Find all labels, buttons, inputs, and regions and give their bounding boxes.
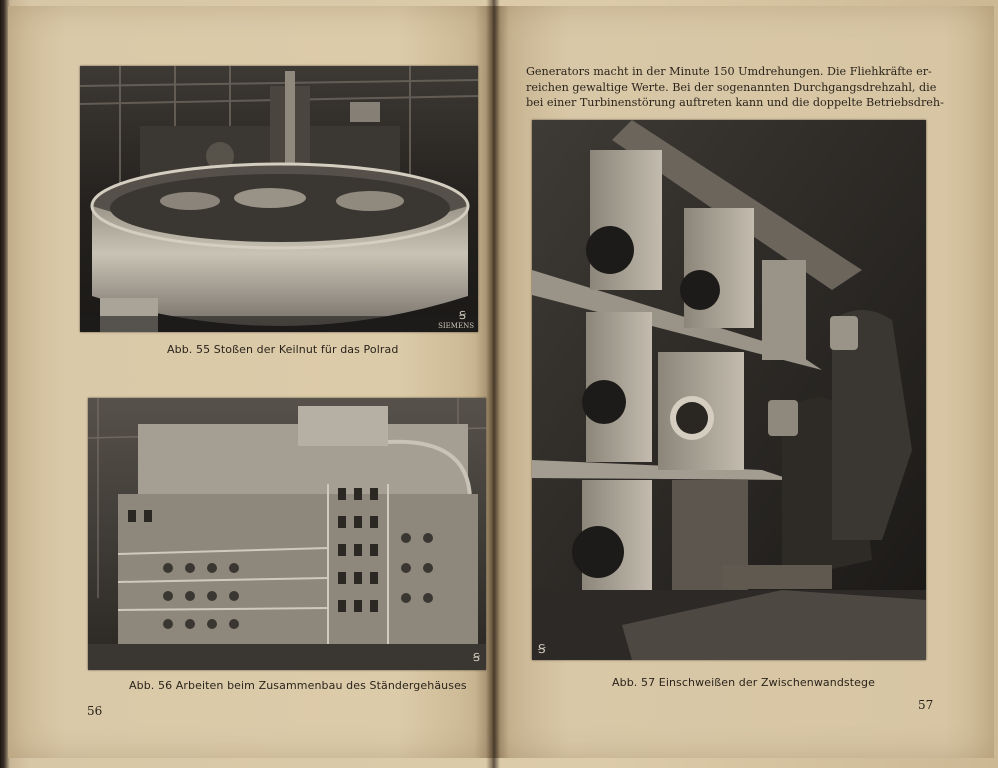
stator-housing-assembly-image [88, 398, 486, 670]
workshop-keyway-image [80, 66, 478, 332]
body-text [526, 64, 944, 111]
siemens-watermark: SIEMENS [438, 322, 474, 330]
figure-55-photo [80, 66, 478, 332]
figure-56-photo [88, 398, 486, 670]
figure-57-photo [532, 120, 926, 660]
welding-partition-webs-image [532, 120, 926, 660]
page-number-left: 56 [87, 704, 103, 718]
text-line: Generators macht in der Minute 150 Umdrehungen. Die Fliehkräfte er- [526, 65, 932, 78]
siemens-s-logo-icon: Ꞩ [473, 651, 480, 664]
siemens-s-logo-icon: Ꞩ [538, 642, 546, 656]
text-line: reichen gewaltige Werte. Bei der sogenannten Durchgangsdrehzahl, die [526, 80, 937, 94]
siemens-s-logo-icon: Ꞩ [459, 309, 466, 322]
text-line: bei einer Turbinenstörung auftreten kann und die doppelte Betriebsdreh- [526, 96, 944, 109]
figure-56-caption: Abb. 56 Arbeiten beim Zusammenbau des Ständergehäuses [129, 679, 467, 692]
page-number-right: 57 [918, 698, 934, 712]
figure-57-caption: Abb. 57 Einschweißen der Zwischenwandstege [612, 676, 875, 689]
book-gutter [486, 0, 500, 768]
figure-55-caption: Abb. 55 Stoßen der Keilnut für das Polrad [167, 343, 399, 356]
